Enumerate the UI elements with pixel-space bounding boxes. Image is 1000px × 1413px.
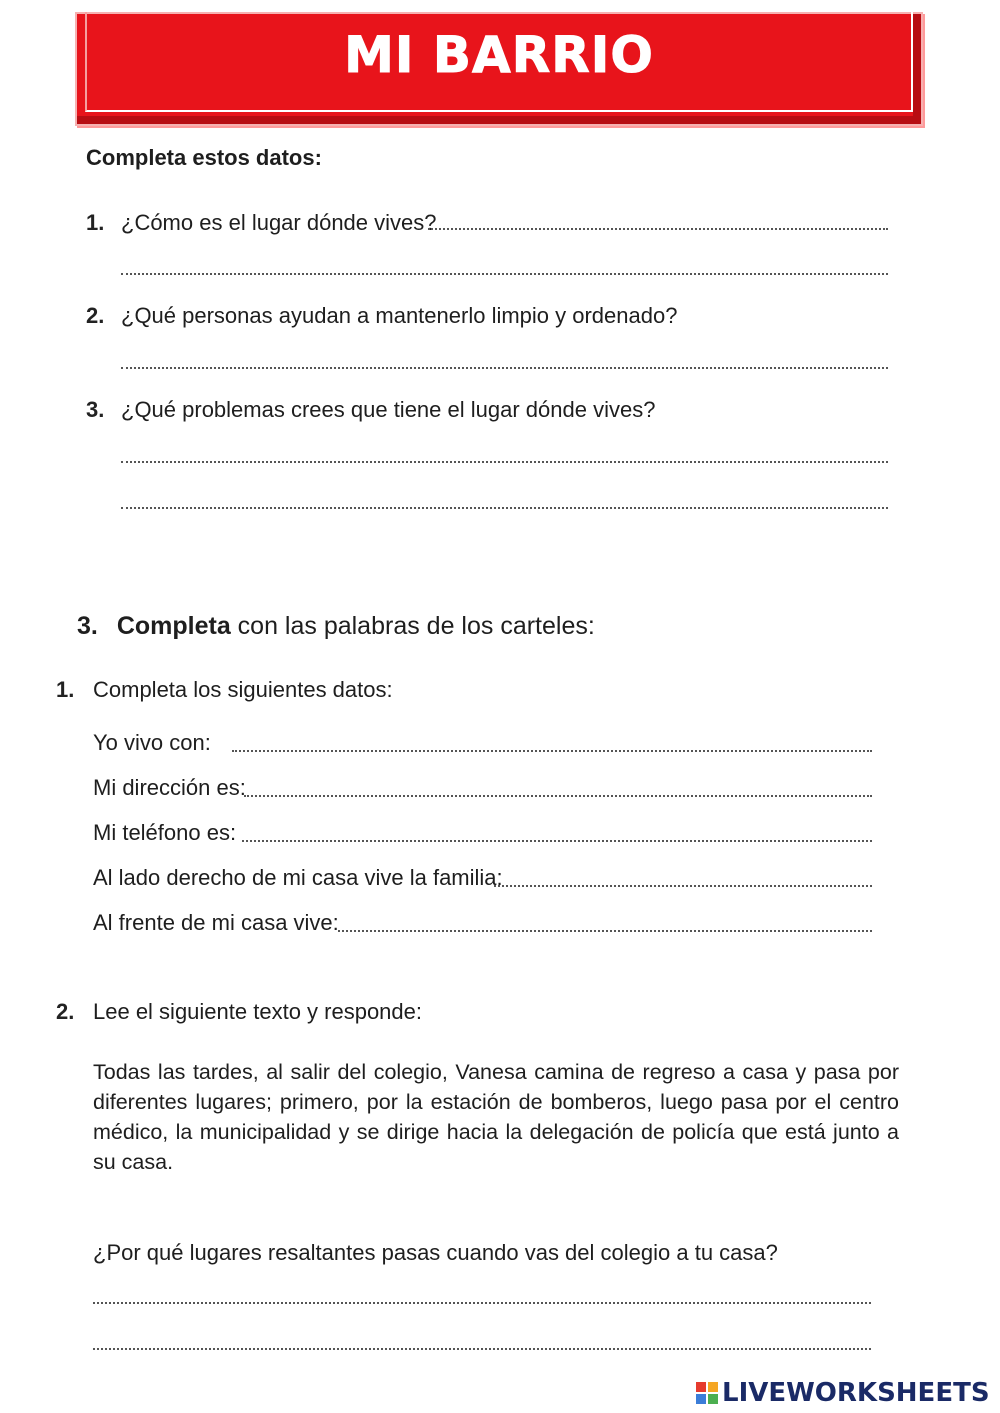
field-address-line[interactable] [244, 795, 872, 797]
answer1-line-1[interactable] [428, 228, 888, 230]
field-phone-line[interactable] [242, 840, 872, 842]
liveworksheets-watermark [696, 1378, 992, 1408]
question1-number: 1. [86, 210, 105, 235]
page-title: MI BARRIO [344, 26, 654, 84]
answer2-line-1[interactable] [121, 367, 888, 369]
section2-number: 3. [77, 612, 98, 640]
answer3-line-1[interactable] [121, 461, 888, 463]
field-phone-label: Mi teléfono es: [93, 820, 237, 845]
field-right-neighbor-label: Al lado derecho de mi casa vive la familia: [93, 865, 503, 890]
reading-paragraph: Todas las tardes, al salir del colegio, Vanesa camina de regreso a casa y pasa por diferentes lugares; primero, por la estación de bomberos, luego pasa por el centro médico, la municipalidad y se dirige hacia la delegación de policía que está junto a su casa. [93, 1060, 899, 1174]
section2-heading [77, 612, 595, 641]
section2-heading-rest: con las palabras de los carteles: [230, 612, 595, 640]
answer3-line-2[interactable] [121, 507, 888, 509]
liveworksheets-logo-icon [696, 1382, 718, 1404]
watermark-text: LIVEWORKSHEETS [722, 1378, 990, 1408]
question3-text: ¿Qué problemas crees que tiene el lugar dónde vives? [121, 397, 656, 422]
item2-question: ¿Por qué lugares resaltantes pasas cuando vas del colegio a tu casa? [93, 1240, 778, 1265]
answer1-line-2[interactable] [121, 273, 888, 275]
item1-number: 1. [56, 677, 75, 702]
question3-number: 3. [86, 397, 105, 422]
section1-heading: Completa estos datos: [86, 145, 322, 170]
question2-number: 2. [86, 303, 105, 328]
field-right-neighbor-line[interactable] [494, 885, 872, 887]
field-lives-with-label: Yo vivo con: [93, 730, 211, 755]
section2-heading-bold: Completa [116, 612, 231, 640]
field-lives-with-line[interactable] [232, 750, 872, 752]
item1-text: Completa los siguientes datos: [93, 677, 393, 702]
item2-number: 2. [56, 999, 75, 1024]
question2-text: ¿Qué personas ayudan a mantenerlo limpio y ordenado? [121, 303, 678, 328]
title-banner [75, 12, 923, 126]
field-front-neighbor-line[interactable] [338, 930, 872, 932]
field-address-label: Mi dirección es: [93, 775, 246, 800]
field-front-neighbor-label: Al frente de mi casa vive: [93, 910, 339, 935]
item2-answer-line-1[interactable] [93, 1302, 871, 1304]
question1-text: ¿Cómo es el lugar dónde vives? [121, 210, 437, 235]
item2-answer-line-2[interactable] [93, 1348, 871, 1350]
item2-text: Lee el siguiente texto y responde: [93, 999, 423, 1024]
